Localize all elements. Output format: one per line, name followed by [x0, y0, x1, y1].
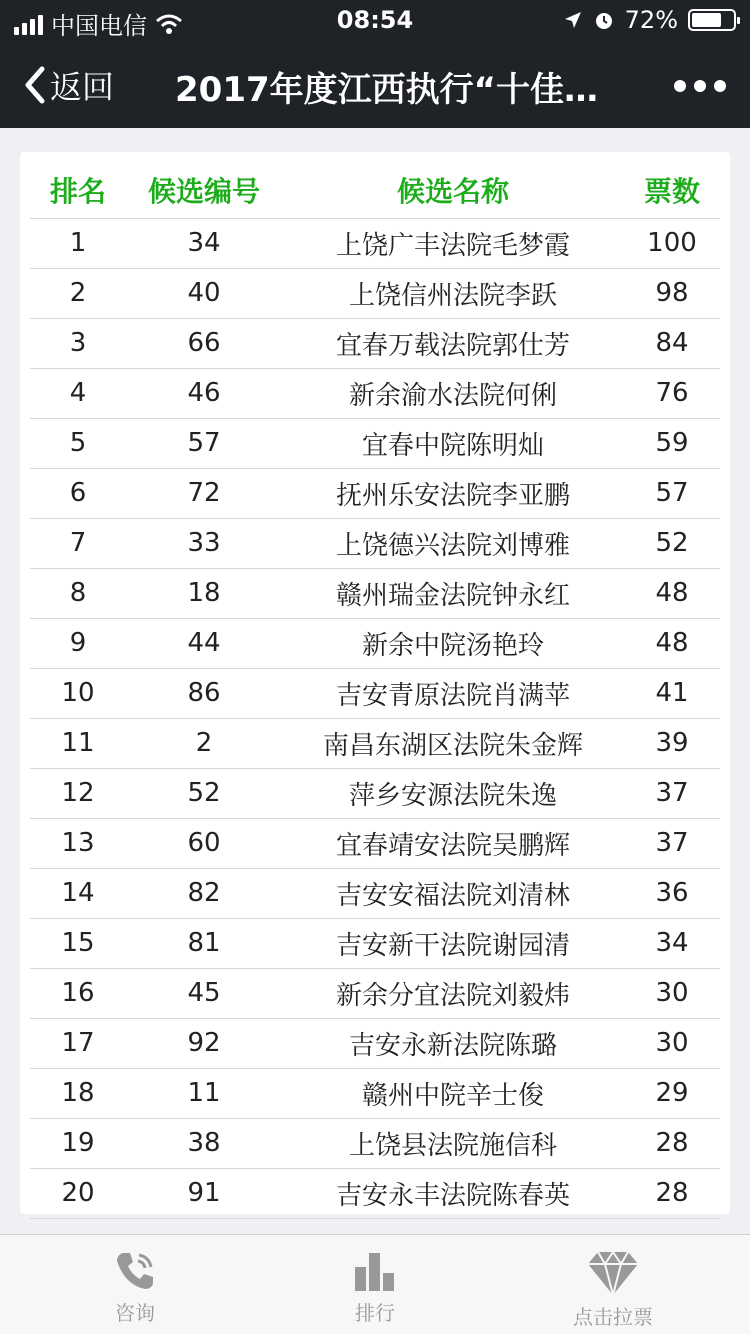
more-button[interactable]	[674, 80, 726, 92]
cell-candidate-id: 2	[126, 718, 282, 768]
cell-rank: 9	[30, 618, 126, 668]
cell-votes: 76	[624, 368, 720, 418]
table-row	[30, 318, 720, 368]
cell-candidate-id: 91	[126, 1168, 282, 1218]
cell-rank: 10	[30, 668, 126, 718]
cell-votes: 100	[624, 218, 720, 268]
alarm-icon	[593, 9, 615, 31]
cell-candidate-name: 萍乡安源法院朱逸	[282, 768, 624, 818]
cell-rank: 17	[30, 1018, 126, 1068]
table-row	[30, 268, 720, 318]
cell-rank: 6	[30, 468, 126, 518]
nav-bar	[0, 42, 750, 128]
table-row	[30, 1018, 720, 1068]
cell-candidate-name: 宜春万载法院郭仕芳	[282, 318, 624, 368]
table-row	[30, 1168, 720, 1218]
table-header-row	[30, 152, 720, 218]
cell-votes: 48	[624, 568, 720, 618]
cell-candidate-name: 上饶广丰法院毛梦霞	[282, 218, 624, 268]
cell-candidate-name: 新余分宜法院刘毅炜	[282, 968, 624, 1018]
tab-consult-label: 咨询	[115, 1301, 155, 1325]
table-row	[30, 868, 720, 918]
cell-candidate-name: 宜春靖安法院吴鹏辉	[282, 818, 624, 868]
cell-candidate-name: 宜春中院陈明灿	[282, 418, 624, 468]
table-row	[30, 568, 720, 618]
cell-candidate-id: 66	[126, 318, 282, 368]
cell-candidate-name: 吉安新干法院谢园清	[282, 918, 624, 968]
cell-votes: 28	[624, 1168, 720, 1218]
cell-rank: 2	[30, 268, 126, 318]
cell-votes: 98	[624, 268, 720, 318]
table-row	[30, 1068, 720, 1118]
header-votes: 票数	[624, 152, 720, 218]
tab-ranking-label: 排行	[355, 1301, 395, 1325]
table-row	[30, 418, 720, 468]
cell-votes: 52	[624, 518, 720, 568]
cell-candidate-id: 34	[126, 218, 282, 268]
tab-vote-label: 点击拉票	[573, 1305, 653, 1329]
cell-votes: 34	[624, 918, 720, 968]
table-row	[30, 768, 720, 818]
cell-candidate-name: 新余渝水法院何俐	[282, 368, 624, 418]
tab-vote[interactable]	[533, 1249, 693, 1330]
diamond-icon	[586, 1249, 640, 1297]
cell-rank: 18	[30, 1068, 126, 1118]
phone-icon	[113, 1249, 157, 1293]
table-row	[30, 618, 720, 668]
cell-candidate-id: 46	[126, 368, 282, 418]
cell-candidate-id: 18	[126, 568, 282, 618]
cell-votes: 29	[624, 1068, 720, 1118]
table-row	[30, 218, 720, 268]
back-label: 返回	[50, 68, 115, 106]
cell-candidate-name: 赣州中院辛士俊	[282, 1068, 624, 1118]
cell-rank: 1	[30, 218, 126, 268]
cell-candidate-name: 吉安安福法院刘清林	[282, 868, 624, 918]
battery-percent: 72%	[624, 6, 678, 34]
carrier-label: 中国电信	[51, 12, 147, 40]
cell-candidate-id: 72	[126, 468, 282, 518]
cell-rank: 11	[30, 718, 126, 768]
cell-candidate-id: 60	[126, 818, 282, 868]
more-dot-icon	[674, 80, 686, 92]
cell-votes: 84	[624, 318, 720, 368]
cell-candidate-name: 新余中院汤艳玲	[282, 618, 624, 668]
table-row	[30, 518, 720, 568]
header-candidate-name: 候选名称	[282, 152, 624, 218]
cell-votes: 59	[624, 418, 720, 468]
table-row	[30, 1118, 720, 1168]
more-dot-icon	[694, 80, 706, 92]
table-row	[30, 968, 720, 1018]
tab-consult[interactable]	[55, 1249, 215, 1326]
cell-candidate-id: 45	[126, 968, 282, 1018]
top-bar	[0, 0, 750, 128]
cell-candidate-id: 44	[126, 618, 282, 668]
more-dot-icon	[714, 80, 726, 92]
header-candidate-id: 候选编号	[126, 152, 282, 218]
cell-candidate-name: 南昌东湖区法院朱金辉	[282, 718, 624, 768]
cell-rank: 15	[30, 918, 126, 968]
cell-candidate-name: 吉安永新法院陈璐	[282, 1018, 624, 1068]
cell-rank: 7	[30, 518, 126, 568]
cell-votes: 28	[624, 1118, 720, 1168]
cell-votes: 30	[624, 1018, 720, 1068]
cell-candidate-name: 上饶德兴法院刘博雅	[282, 518, 624, 568]
status-time: 08:54	[336, 6, 414, 34]
tab-bar	[0, 1234, 750, 1334]
cell-rank: 12	[30, 768, 126, 818]
cell-candidate-id: 81	[126, 918, 282, 968]
cell-candidate-id: 52	[126, 768, 282, 818]
cell-votes: 37	[624, 768, 720, 818]
cell-rank: 19	[30, 1118, 126, 1168]
cell-rank: 13	[30, 818, 126, 868]
cell-rank: 16	[30, 968, 126, 1018]
cell-rank: 3	[30, 318, 126, 368]
location-icon	[563, 10, 583, 30]
cell-rank: 8	[30, 568, 126, 618]
cell-candidate-name: 吉安青原法院肖满苹	[282, 668, 624, 718]
cell-votes: 36	[624, 868, 720, 918]
cell-votes: 30	[624, 968, 720, 1018]
cell-votes: 41	[624, 668, 720, 718]
table-row	[30, 368, 720, 418]
table-row	[30, 468, 720, 518]
cell-rank: 4	[30, 368, 126, 418]
cell-candidate-id: 57	[126, 418, 282, 468]
cell-votes: 37	[624, 818, 720, 868]
battery-icon	[688, 9, 736, 31]
table-row	[30, 918, 720, 968]
cell-candidate-name: 上饶信州法院李跃	[282, 268, 624, 318]
cell-candidate-id: 33	[126, 518, 282, 568]
table-row	[30, 818, 720, 868]
cell-candidate-id: 82	[126, 868, 282, 918]
header-rank: 排名	[30, 152, 126, 218]
cell-candidate-name: 抚州乐安法院李亚鹏	[282, 468, 624, 518]
table-row	[30, 718, 720, 768]
page-title: 2017年度江西执行“十佳…	[175, 70, 598, 110]
cell-candidate-id: 11	[126, 1068, 282, 1118]
table-row	[30, 668, 720, 718]
bar-chart-icon	[353, 1249, 397, 1293]
cell-candidate-id: 86	[126, 668, 282, 718]
tab-ranking[interactable]	[295, 1249, 455, 1326]
cell-candidate-id: 40	[126, 268, 282, 318]
status-bar	[0, 0, 750, 40]
cell-votes: 57	[624, 468, 720, 518]
cell-rank: 14	[30, 868, 126, 918]
cell-candidate-id: 38	[126, 1118, 282, 1168]
ranking-table	[30, 152, 720, 1219]
cell-candidate-name: 吉安永丰法院陈春英	[282, 1168, 624, 1218]
ranking-card	[20, 152, 730, 1214]
cell-candidate-id: 92	[126, 1018, 282, 1068]
cell-candidate-name: 上饶县法院施信科	[282, 1118, 624, 1168]
back-button[interactable]	[20, 62, 114, 108]
cell-votes: 39	[624, 718, 720, 768]
cell-votes: 48	[624, 618, 720, 668]
chevron-left-icon	[20, 65, 50, 105]
cell-candidate-name: 赣州瑞金法院钟永红	[282, 568, 624, 618]
cell-rank: 20	[30, 1168, 126, 1218]
cell-rank: 5	[30, 418, 126, 468]
